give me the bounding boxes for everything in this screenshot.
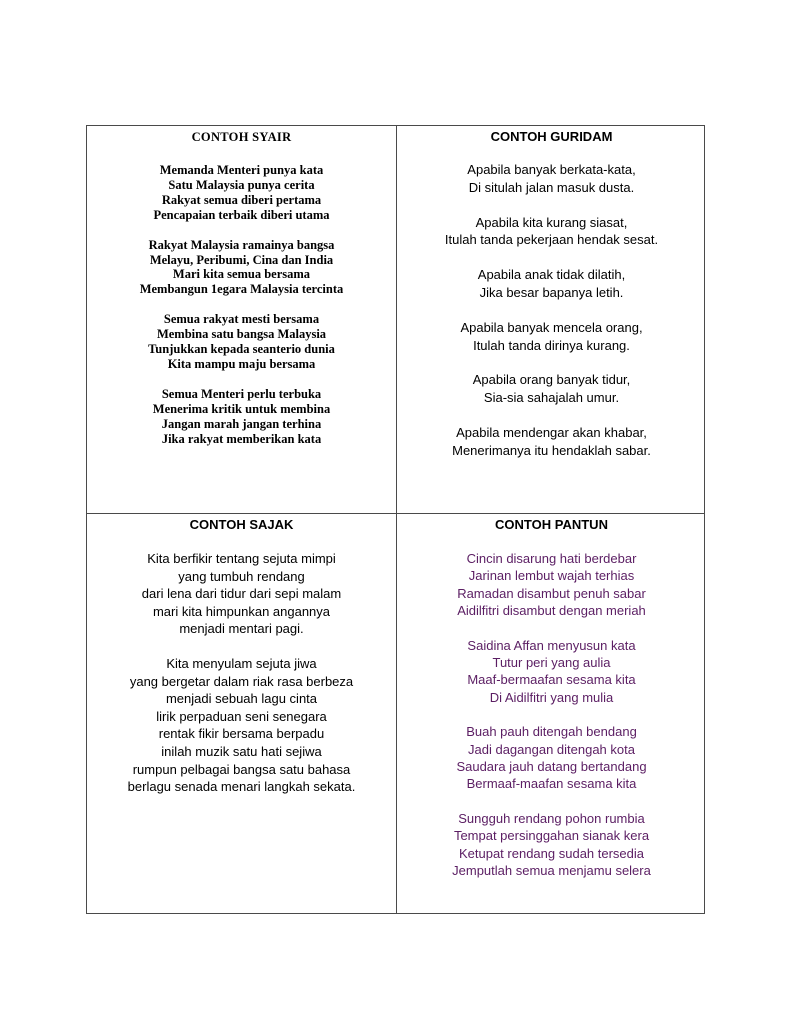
syair-line: Semua rakyat mesti bersama	[163, 312, 320, 327]
sajak-stanza-1	[87, 550, 396, 638]
sajak-line: yang bergetar dalam riak rasa berbeza	[129, 673, 354, 689]
sajak-line: mari kita himpunkan angannya	[152, 603, 331, 619]
syair-line: Memanda Menteri punya kata	[159, 163, 324, 177]
guridam-line: Apabila banyak berkata-kata,	[467, 162, 636, 177]
guridam-line: Apabila anak tidak dilatih,	[477, 267, 626, 283]
guridam-stanza-1	[397, 161, 706, 197]
sajak-line: rentak fikir bersama berpadu	[158, 726, 325, 742]
guridam-line: Sia-sia sahajalah umur.	[483, 390, 620, 406]
syair-line: Jangan marah jangan terhina	[161, 416, 322, 431]
pantun-line: Maaf-bermaafan sesama kita	[467, 672, 636, 688]
syair-stanza-2	[87, 238, 396, 298]
syair-line: Jika rakyat memberikan kata	[161, 431, 322, 446]
pantun-line: Cincin disarung hati berdebar	[466, 551, 637, 566]
guridam-stanza-2	[397, 214, 706, 250]
syair-line: Menerima kritik untuk membina	[152, 401, 331, 416]
syair-line: Membina satu bangsa Malaysia	[156, 327, 327, 342]
syair-line: Tunjukkan kepada seanterio dunia	[148, 342, 335, 357]
sajak-line: berlagu senada menari langkah sekata.	[127, 779, 356, 795]
sajak-line: menjadi mentari pagi.	[179, 621, 304, 637]
sajak-line: lirik perpaduan seni senegara	[156, 708, 327, 724]
cell-pantun	[397, 514, 706, 914]
pantun-line: Tempat persinggahan sianak kera	[453, 828, 650, 844]
guridam-stanza-6	[397, 424, 706, 460]
pantun-line: Buah pauh ditengah bendang	[466, 724, 637, 740]
guridam-title: CONTOH GURIDAM	[490, 129, 613, 144]
syair-stanza-3	[87, 312, 396, 372]
guridam-line: Di situlah jalan masuk dusta.	[468, 179, 635, 195]
pantun-line: Jemputlah semua menjamu selera	[452, 863, 651, 879]
guridam-line: Apabila orang banyak tidur,	[472, 372, 631, 388]
pantun-line: Di Aidilfitri yang mulia	[489, 689, 614, 705]
pantun-line: Tutur peri yang aulia	[492, 655, 611, 671]
sajak-line: rumpun pelbagai bangsa satu bahasa	[132, 761, 351, 777]
sajak-stanza-2	[87, 655, 396, 796]
poem-table	[86, 125, 705, 914]
pantun-line: Aidilfitri disambut dengan meriah	[457, 603, 646, 619]
sajak-title: CONTOH SAJAK	[189, 517, 294, 532]
pantun-stanza-2	[397, 637, 706, 707]
syair-line: Rakyat semua diberi pertama	[161, 192, 322, 207]
syair-stanza-4	[87, 387, 396, 447]
syair-line: Semua Menteri perlu terbuka	[161, 386, 322, 401]
sajak-line: inilah muzik satu hati sejiwa	[161, 743, 322, 759]
sajak-line: Kita menyulam sejuta jiwa	[166, 655, 317, 671]
pantun-title: CONTOH PANTUN	[495, 517, 608, 532]
guridam-line: Apabila mendengar akan khabar,	[456, 424, 647, 440]
syair-line: Melayu, Peribumi, Cina dan India	[149, 252, 334, 267]
cell-guridam	[397, 126, 706, 513]
guridam-stanza-5	[397, 371, 706, 407]
cell-sajak	[87, 514, 396, 914]
cell-syair	[87, 126, 396, 513]
guridam-line: Itulah tanda pekerjaan hendak sesat.	[444, 232, 659, 248]
pantun-line: Bermaaf-maafan sesama kita	[466, 776, 637, 792]
pantun-line: Sungguh rendang pohon rumbia	[458, 810, 645, 826]
sajak-line: yang tumbuh rendang	[178, 568, 305, 584]
pantun-stanza-1	[397, 550, 706, 620]
guridam-line: Apabila kita kurang siasat,	[475, 214, 628, 230]
pantun-line: Saidina Affan menyusun kata	[467, 637, 636, 653]
sajak-line: menjadi sebuah lagu cinta	[165, 691, 318, 707]
pantun-line: Ketupat rendang sudah tersedia	[458, 845, 645, 861]
guridam-line: Jika besar bapanya letih.	[479, 284, 624, 300]
syair-line: Membangun 1egara Malaysia tercinta	[139, 282, 344, 297]
guridam-stanza-3	[397, 266, 706, 302]
syair-line: Kita mampu maju bersama	[167, 356, 316, 371]
syair-stanza-1	[87, 163, 396, 223]
sajak-line: Kita berfikir tentang sejuta mimpi	[147, 551, 336, 566]
pantun-line: Jarinan lembut wajah terhias	[468, 568, 635, 584]
sajak-line: dari lena dari tidur dari sepi malam	[141, 586, 342, 602]
guridam-line: Apabila banyak mencela orang,	[460, 319, 643, 335]
guridam-line: Menerimanya itu hendaklah sabar.	[452, 442, 651, 458]
guridam-stanza-4	[397, 319, 706, 355]
pantun-stanza-3	[397, 723, 706, 793]
pantun-line: Saudara jauh datang bertandang	[456, 759, 647, 775]
pantun-line: Jadi dagangan ditengah kota	[468, 741, 635, 757]
guridam-line: Itulah tanda dirinya kurang.	[473, 337, 630, 353]
syair-line: Satu Malaysia punya cerita	[168, 177, 315, 192]
pantun-stanza-4	[397, 810, 706, 880]
pantun-line: Ramadan disambut penuh sabar	[457, 585, 646, 601]
syair-line: Mari kita semua bersama	[172, 267, 311, 282]
syair-line: Pencapaian terbaik diberi utama	[153, 207, 330, 222]
syair-title: CONTOH SYAIR	[191, 130, 292, 144]
syair-line: Rakyat Malaysia ramainya bangsa	[148, 237, 335, 252]
